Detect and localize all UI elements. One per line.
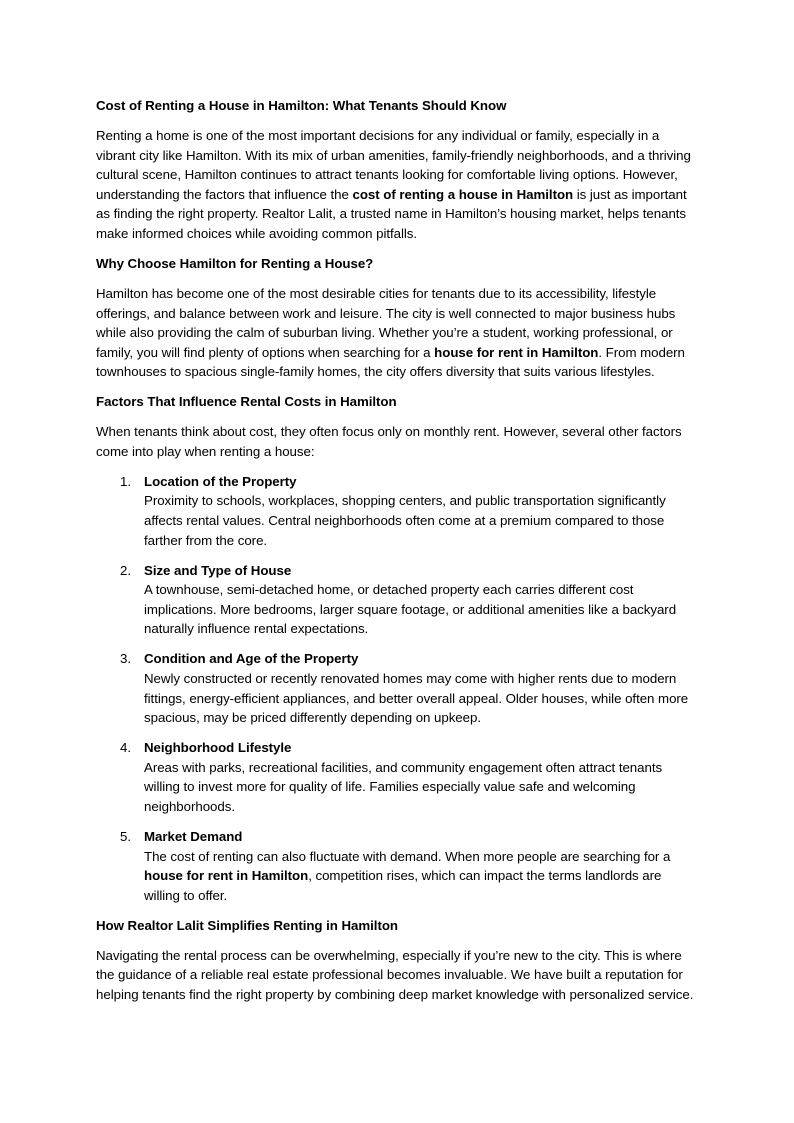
list-item-body: Proximity to schools, workplaces, shopping centers, and public transportation significantly affects rental values. Central neighborhoods often come at a premium compared to those farther from the core. [144, 493, 666, 548]
list-item-title: Neighborhood Lifestyle [144, 740, 292, 756]
list-item-number: 1. [120, 473, 131, 489]
why-paragraph [96, 284, 700, 382]
list-item-bold-keyword: house for rent in Hamilton [144, 868, 309, 884]
factors-list [96, 472, 700, 905]
realtor-heading: How Realtor Lalit Simplifies Renting in Hamilton [96, 917, 398, 933]
intro-text-part2: is just as important as finding the right property. Realtor Lalit, a trusted name in Hamilton’s housing market, helps tenants make informed choices while avoiding common pitfalls. [96, 186, 687, 241]
realtor-paragraph: Navigating the rental process can be overwhelming, especially if you’re new to the city. This is where the guidance of a reliable real estate professional becomes invaluable. We have built a reputation for helping tenants find the right property by combining deep market knowledge with personalized service. [96, 947, 694, 1002]
list-item-body-part2: , competition rises, which can impact the terms landlords are willing to offer. [144, 868, 662, 903]
list-item-number: 3. [120, 651, 131, 667]
list-item [96, 649, 700, 727]
why-bold-keyword: house for rent in Hamilton [434, 344, 599, 360]
list-item-body: A townhouse, semi-detached home, or detached property each carries different cost implications. More bedrooms, larger square footage, or additional amenities like a backyard naturally influence rental expectations. [144, 582, 677, 637]
list-item-body: Newly constructed or recently renovated homes may come with higher rents due to modern fittings, energy-efficient appliances, and better overall appeal. Older houses, while often more spacious, may be priced differently depending on upkeep. [144, 670, 689, 726]
list-item-body-part1: The cost of renting can also fluctuate with demand. When more people are searching for a [144, 848, 671, 864]
intro-paragraph [96, 126, 700, 244]
why-text-part1: Hamilton has become one of the most desirable cities for tenants due to its accessibility, lifestyle offerings, and balance between work and leisure. The city is well connected to major business hubs while also providing the calm of suburban living. Whether you’re a student, working professional, or family, you will find plenty of options when searching for a [96, 285, 676, 360]
list-item-body [144, 847, 700, 906]
list-item-title: Size and Type of House [144, 562, 292, 578]
intro-text-part1: Renting a home is one of the most important decisions for any individual or family, especially in a vibrant city like Hamilton. With its mix of urban amenities, family-friendly neighborhoods, and a thriving cultural scene, Hamilton continues to attract tenants looking for comfortable living options. However, understanding the factors that influence the [96, 127, 691, 202]
list-item-title: Market Demand [144, 828, 243, 844]
list-item [96, 827, 700, 905]
factors-heading: Factors That Influence Rental Costs in Hamilton [96, 394, 397, 410]
list-item-body: Areas with parks, recreational facilities, and community engagement often attract tenants willing to invest more for quality of life. Families especially value safe and welcoming neighborhoods. [144, 759, 663, 814]
list-item [96, 472, 700, 550]
list-item-number: 2. [120, 562, 131, 578]
list-item [96, 738, 700, 816]
list-item [96, 561, 700, 639]
why-heading: Why Choose Hamilton for Renting a House? [96, 255, 374, 271]
list-item-title: Condition and Age of the Property [144, 651, 359, 667]
list-item-number: 5. [120, 828, 131, 844]
intro-bold-keyword: cost of renting a house in Hamilton [352, 186, 574, 202]
document-page [96, 96, 700, 1015]
article-title: Cost of Renting a House in Hamilton: What Tenants Should Know [96, 98, 507, 113]
list-item-number: 4. [120, 740, 131, 756]
list-item-title: Location of the Property [144, 473, 297, 489]
factors-intro: When tenants think about cost, they often focus only on monthly rent. However, several other factors come into play when renting a house: [96, 424, 682, 459]
why-text-part2: . From modern townhouses to spacious single-family homes, the city offers diversity that suits various lifestyles. [96, 344, 685, 380]
